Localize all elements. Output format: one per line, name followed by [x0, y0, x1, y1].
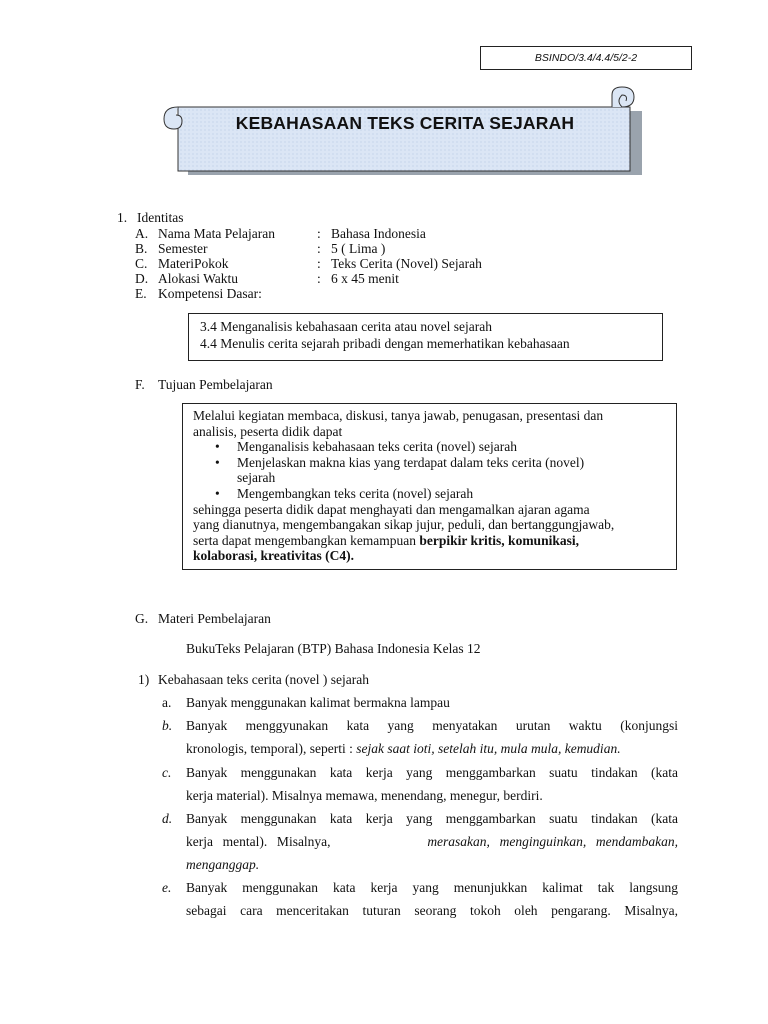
list-item	[162, 714, 678, 760]
list-item	[215, 485, 668, 502]
item-text-italic: sejak saat ioti, setelah itu, mula mula, kemudian.	[356, 741, 621, 756]
item-text-plain: kerja mental). Misalnya,	[186, 834, 331, 849]
list-item	[162, 761, 678, 807]
section-letter: G.	[135, 611, 149, 626]
row-label: Nama Mata Pelajaran	[158, 226, 275, 241]
document-code: BSINDO/3.4/4.4/5/2-2	[480, 46, 692, 70]
section-title: Tujuan Pembelajaran	[158, 377, 273, 392]
tujuan-intro: Melalui kegiatan membaca, diskusi, tanya jawab, penugasan, presentasi dan	[193, 408, 604, 423]
list-item	[215, 454, 668, 486]
item-letter: d.	[162, 811, 173, 826]
row-value: Teks Cerita (Novel) Sejarah	[331, 256, 482, 271]
row-label: Semester	[158, 241, 208, 256]
item-letter: a.	[162, 695, 172, 710]
item-text: Banyak menggunakan kalimat bermakna lampau	[186, 695, 450, 710]
item-text: Banyak menggunakan kata kerja yang menggambarkan suatu tindakan (kata	[186, 811, 678, 826]
tujuan-outro	[193, 548, 668, 564]
kompetensi-item: 3.4 Menganalisis kebahasaan cerita atau novel sejarah	[200, 319, 493, 334]
tujuan-outro: yang dianutnya, mengembangakan sikap jujur, peduli, dan bertanggungjawab,	[193, 517, 615, 533]
section-number: 1.	[117, 210, 128, 225]
title-banner	[160, 85, 650, 177]
item-text-cont: sebagai cara menceritakan tuturan seorang tokoh oleh pengarang. Misalnya,	[186, 903, 678, 918]
tujuan-intro: analisis, peserta didik dapat	[193, 423, 343, 439]
row-colon: :	[317, 271, 321, 286]
row-label: Kompetensi Dasar:	[158, 286, 262, 301]
item-letter: c.	[162, 765, 172, 780]
subsection-number: 1)	[138, 672, 150, 687]
item-letter: b.	[162, 718, 173, 733]
list-item-text: Mengembangkan teks cerita (novel) sejarah	[237, 485, 474, 501]
subsection-title: Kebahasaan teks cerita (novel ) sejarah	[158, 672, 370, 687]
list-item	[215, 439, 668, 455]
row-colon: :	[317, 226, 321, 241]
outro-text: serta dapat mengembangkan kemampuan	[193, 532, 420, 548]
row-value: 5 ( Lima )	[331, 241, 386, 256]
row-letter: C.	[135, 256, 148, 271]
list-item-text: Menganalisis kebahasaan teks cerita (novel) sejarah	[237, 439, 518, 455]
list-item-text: Menjelaskan makna kias yang terdapat dalam teks cerita (novel)	[237, 454, 585, 470]
outro-bold: berpikir kritis, komunikasi,	[419, 532, 579, 548]
bullet-icon: •	[215, 485, 220, 501]
row-letter: B.	[135, 241, 148, 256]
row-value: 6 x 45 menit	[331, 271, 399, 286]
kompetensi-dasar-box	[188, 313, 663, 361]
row-colon: :	[317, 256, 321, 271]
tujuan-box	[182, 403, 677, 570]
item-text-italic: merasakan, menginguinkan, mendambakan,	[427, 834, 678, 849]
list-item-text-cont: sejarah	[237, 470, 276, 486]
row-value: Bahasa Indonesia	[331, 226, 426, 241]
book-reference: BukuTeks Pelajaran (BTP) Bahasa Indonesia Kelas 12	[186, 641, 481, 656]
tujuan-outro	[193, 533, 668, 549]
item-text-italic: menganggap.	[186, 857, 260, 872]
row-label: Alokasi Waktu	[158, 271, 239, 286]
row-letter: A.	[135, 226, 149, 241]
section-title: Materi Pembelajaran	[158, 611, 271, 626]
tujuan-list	[193, 439, 668, 501]
item-letter: e.	[162, 880, 172, 895]
section-letter: F.	[135, 377, 145, 392]
row-letter: D.	[135, 271, 149, 286]
section-title: Identitas	[137, 210, 184, 225]
banner-title: KEBAHASAAN TEKS CERITA SEJARAH	[235, 113, 575, 133]
item-text-cont: kronologis, temporal), seperti :	[186, 741, 357, 756]
item-text: Banyak menggunakan kata kerja yang menunjukkan kalimat tak langsung	[186, 880, 678, 895]
list-item	[162, 807, 678, 876]
list-item	[162, 691, 678, 714]
bullet-icon: •	[215, 454, 220, 470]
row-label: MateriPokok	[158, 256, 229, 271]
item-text: Banyak menggunakan kata kerja yang menggambarkan suatu tindakan (kata	[186, 765, 678, 780]
row-letter: E.	[135, 286, 147, 301]
row-colon: :	[317, 241, 321, 256]
outro-bold: kolaborasi, kreativitas (C4).	[193, 548, 354, 564]
kompetensi-item: 4.4 Menulis cerita sejarah pribadi dengan memerhatikan kebahasaan	[200, 336, 570, 351]
item-text-cont	[186, 830, 678, 853]
tujuan-outro: sehingga peserta didik dapat menghayati dan mengamalkan ajaran agama	[193, 501, 590, 517]
item-text: Banyak menggyunakan kata yang menyatakan urutan waktu (konjungsi	[186, 718, 678, 733]
list-item	[162, 876, 678, 922]
item-text-cont: kerja material). Misalnya memawa, menendang, menegur, berdiri.	[186, 788, 543, 803]
bullet-icon: •	[215, 439, 220, 455]
